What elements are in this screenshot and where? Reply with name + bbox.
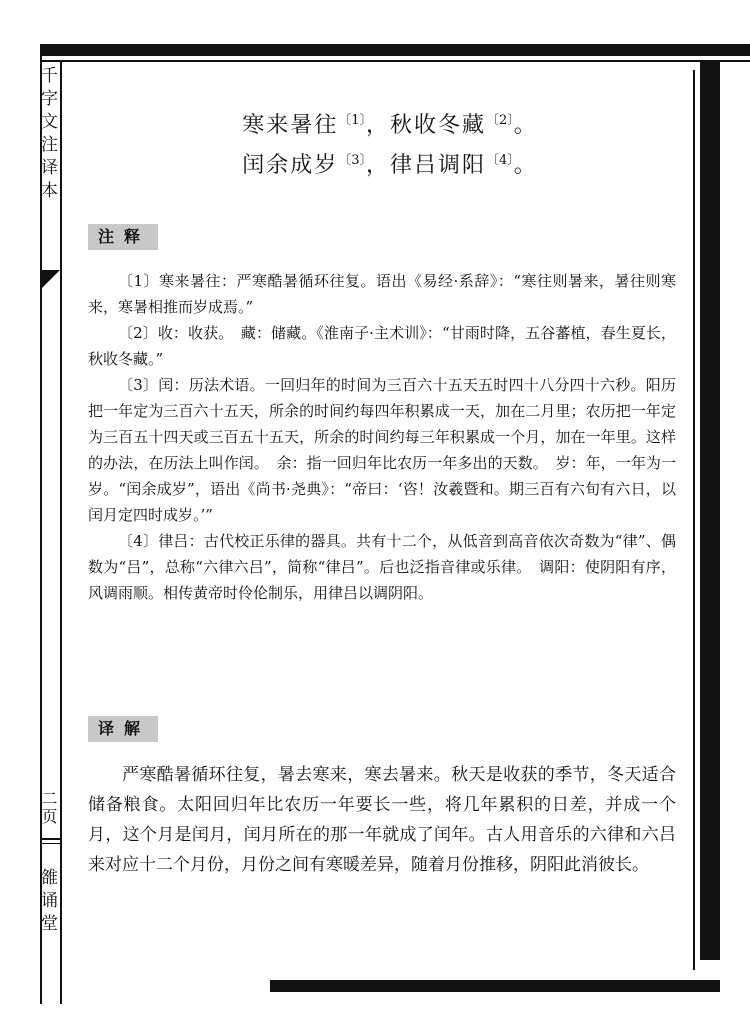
book-title: 千字文注译本 — [37, 66, 57, 204]
page-frame-top-thin — [40, 60, 750, 62]
page-frame-top-thick — [40, 44, 750, 56]
sidebar-divider-thin — [42, 843, 60, 844]
note-item: 〔1〕寒来暑往：严寒酷暑循环往复。语出《易经·系辞》：“寒往则暑来，暑往则寒来，寒暑相推而岁成焉。” — [88, 272, 676, 316]
verse-punct: 。 — [513, 113, 538, 138]
page-frame-right-bar — [700, 60, 720, 960]
translation-paragraph: 严寒酷暑循环往复，暑去寒来，寒去暑来。秋天是收获的季节，冬天适合储备粮食。太阳回归年比农历一年要长一些，将几年累积的日差，并成一个月，这个月是闰月，闰月所在的那一年就成了闰年。古人用音乐的六律和六吕来对应十二个月份，月份之间有寒暖差异，随着月份推移，阴阳此消彼长。 — [88, 765, 676, 875]
verse-text: 闰余成岁 — [242, 153, 339, 178]
page-frame-left-inner — [60, 60, 62, 1004]
note-ref: 〔1〕 — [338, 113, 366, 128]
publisher-name: 雒诵堂 — [37, 868, 57, 937]
page-frame-right-inner — [693, 70, 695, 970]
verse-punct: 。 — [513, 153, 538, 178]
notes-body — [88, 268, 676, 606]
sidebar-divider — [42, 838, 60, 840]
verse-line-2 — [90, 148, 690, 179]
note-item: 〔4〕律吕：古代校正乐律的器具。共有十二个，从低音到高音依次奇数为“律”、偶数为“吕”，总称“六律六吕”，简称“律吕”。后也泛指音律或乐律。 调阳：使阴阳有序，风调雨顺。相传黄帝时伶伦制乐，用律吕以调阴阳。 — [88, 532, 676, 602]
page-frame-bottom-bar — [270, 980, 720, 992]
verse-text: ，律吕调阳 — [365, 153, 486, 178]
note-item: 〔3〕闰：历法术语。一回归年的时间为三百六十五天五时四十八分四十六秒。阳历把一年定为三百六十五天，所余的时间约每四年积累成一天，加在二月里；农历把一年定为三百五十四天或三百五十五天，所余的时间约每三年积累成一个月，加在一年里。这样的办法，在历法上叫作闰。 余：指一回归年比农历一年多出的天数。 岁：年，一年为一岁。“闰余成岁”，语出《尚书·尧典》：“帝曰：‘咨！汝羲暨和。期三百有六旬有六日，以闰月定四时成岁。’” — [88, 376, 676, 524]
verse-text: 寒来暑往 — [242, 113, 339, 138]
verse-line-1 — [90, 108, 690, 139]
note-ref: 〔3〕 — [338, 153, 366, 168]
translation-body — [88, 760, 676, 880]
notes-section-header: 注释 — [88, 224, 158, 250]
translation-section-header: 译解 — [88, 716, 158, 742]
page-number: 二页 — [39, 790, 58, 826]
verse-text: ，秋收冬藏 — [365, 113, 486, 138]
note-ref: 〔4〕 — [486, 153, 514, 168]
sidebar-triangle-marker — [42, 270, 60, 288]
note-ref: 〔2〕 — [486, 113, 514, 128]
note-item: 〔2〕收：收获。 藏：储藏。《淮南子·主术训》：“甘雨时降，五谷蕃植，春生夏长，秋收冬藏。” — [88, 324, 676, 368]
